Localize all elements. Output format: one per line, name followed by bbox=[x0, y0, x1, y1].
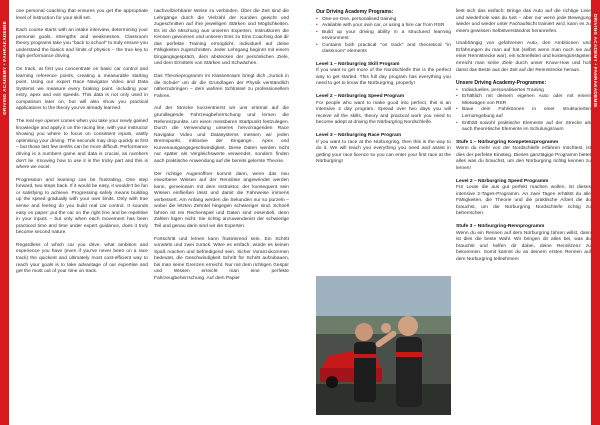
paragraph: liest sich das einfach: Bringe das Auto auf die richtige Linie und wiederhole was du tust – aber nur wenn jede Bewegung wieder und wieder unter Fachaufsicht trainiert wird, kann es zu einem gewissen Selbstverständnis heranreifen. bbox=[456, 9, 591, 34]
programme-heading: Unsere Driving Academy-Programme: bbox=[456, 80, 547, 87]
level-3-title: Level 3 – Nürburgring Race Program bbox=[316, 133, 402, 139]
side-tab-right-label: DRIVING ACADEMY • FAHRAKADEMIE bbox=[593, 14, 598, 108]
stufe-1-text: Wenn du mehr von der Nordschleife erfahren möchtest, ist dies der perfekte Einstieg. Dieses ganztägige Programm bietet alles was du brauchst, um den Nürburgring richtig kennen zu lernen! bbox=[456, 146, 591, 171]
level-1-title: Level 1 – Nürburgring Skill Program bbox=[316, 61, 400, 67]
stufe-2-text: Für Leute die aus gut perfekt machen wollen, ist dieses intensive 2-Tages-Programm. An zwei Tagen erhältst du alle Fähigkeiten, die Theorie und die praktische Arbeit die du brauchst, um die Nürburgring Nordschleife richtig zu beherrschen. bbox=[456, 185, 591, 217]
paragraph: nachvollziehbarer Weise zu verbinden. Über die Zeit sind die Lehrgänge durch die Vielzahl der Kunden geeicht und zugeschnitten auf ihre jeweiligen Stärken und Möglichkeiten. Es ist die Mischung aus unseren Experten, Instruktoren die Kennen gewonnen und unseren Eins zu Eins Coaching das dir das perfekte Training ermöglicht, individuell auf deine Fähigkeiten zugeschnitten. Jeder Lehrgang beginnt mit einem Eingangsgespräch, dem abstecken der persönlichen Ziele, und dem Ermitteln von Stärken und Schwächen. bbox=[154, 9, 289, 67]
paragraph: Fortschritt und lernen kann frustrierend sein. Ein Schritt vorwärts und zwei zurück. Wäre es einfach, würde es keinen Spaß machen und befriedigend sein. Sicher Voranzukommen bedeutet, die Geschwindigkeit Schritt für Schritt aufzubauen, bis man seine Grenzen erreicht. Nur mit dem richtigen Gespür und Wissen erreicht man eine perfekte Fahrzeugbeherrschung. Auf dem Papier bbox=[154, 236, 289, 281]
paragraph: Regardless of which car you drive, what ambition and experience you have (even if you’ve never been on a race track) the quickest and ultimately most cost-efficient way to reach your goals is to take advantage of our expertise and get the most out of your time on track. bbox=[16, 242, 148, 275]
list-item: • Erhältlich mit deinem eigenen Auto oder mit einem Mietwagen von RSR bbox=[456, 94, 591, 107]
list-item: • Contains both practical "on track" and theoretical "in classroom" elements bbox=[316, 43, 451, 56]
paragraph: one personal coaching that ensures you get the appropriate level of instruction for your skill set. bbox=[16, 9, 148, 21]
side-tab-left-label: DRIVING ACADEMY • FAHRAKADEMIE bbox=[2, 21, 7, 115]
list-item: • Available with your own car, or using a hire car from RSR bbox=[316, 23, 451, 30]
stufe-3-text: Wenn du ein Rennen auf dem Nürburgring fahren willst, dann ist dies die beste Wahl. Wir bringen dir alles bei, was du brauchst und helfen dir dabei, deine Rennlizenz zu bekommen. Somit kannst du an deinem ersten Rennen auf dem Nürburgring teilnehmen! bbox=[456, 230, 591, 262]
list-item: • Enthält sowohl praktische Elemente auf der Strecke als auch theoretische Elemente im Schulungsraum bbox=[456, 121, 591, 134]
paragraph: Progression and learning can be frustrating. One step forward, two steps back. If it would be easy, it wouldn’t be fun or satisfying to achieve. Progressing safely means building up the speed gradually with your own limits. Only with true sense and feeling do you build real car control. It sounds easy on paper: put the car on the right line and be repetitive in your inputs – but only when each movement has been practiced time and time under expert guidance, does it truly become second nature. bbox=[16, 177, 148, 236]
paragraph: Unabhängig von gefahrenen Auto, den Ambitionen und Erfahrungen du man auf hat (selbst wenn man noch nie auf einer Rennstrecke war), ein schnellsten und kostengünstigsten erreicht man seine Ziele durch unser Know-How und holt damit das Beste aus der Zeit auf der Rennstrecke heraus. bbox=[456, 41, 591, 73]
list-item: • One-on-One, personalised training bbox=[316, 17, 451, 24]
programme-list bbox=[456, 88, 591, 134]
list-item: • Build up your driving ability in a structured learning environment bbox=[316, 30, 451, 43]
level-2-text: For people who want to make good into perfect, this is an intensive 2 day program. Spread over two days you will receive all the skills, theory and practical work you need to become adept at driving the Nürburgring Nordschleife. bbox=[316, 100, 451, 126]
paragraph: Auf der Strecke konzentrierst wir uns erstmal auf die grundlegende Fahrzeugbeherrschung und lernen die Referenzpunkte, um einen messbaren Startpunkt festzulegen. Durch die Verwendung unseres hervorragenden Race Navigator Video und Datasystems messen wir jeden Bremspunkt, inklusive der Eingangs-, Apex und Kurvenausgangsgeschwindigkeit. Diese Daten werden nicht nur später als Vergleichswerte verwendet, sondern finden auch praktische Anwendung auf die bereits gelernte Theorie. bbox=[154, 106, 289, 164]
paragraph: Das Theorieprogramm im Klassenraum bringt dich „zurück in die Schule“ um dir die Grundlagen der Physik verständlich näherzubringen – dem wahren Schlüssel zu professionellem Fahren. bbox=[154, 74, 289, 99]
column-english-left bbox=[16, 9, 148, 282]
list-item: • Baue dein Fahrkönnen in einer strukturierten Lernumgebung auf bbox=[456, 107, 591, 120]
column-german-programs bbox=[456, 9, 591, 270]
paragraph: Der richtige Augenöffner kommt dann, wenn das neu erworbene Wissen auf der Rennlinie angewendet werden kann, gemeinsam mit dem Instruktor, der konsequent sein Wissen einfließen lässt und damit die Fahrweise immens verbessert. Am Anfang werden die Sekunden nur so purzeln – wobei die letzten Zehntel hingegen schwieriger sind. Schnell fahren ist ein Rechenspiel und Daten sind essentiell, denn Zahlen lügen nicht. Sie richtig anzuwendenist der schwierige Teil und genau darin sind wir die Experten. bbox=[154, 171, 289, 229]
column-german-left bbox=[154, 9, 289, 289]
level-1-text: If you want to get more of the Nordschleife this is the perfect way to get started. This full day program has everything you need to get to know the Nürburgring, properly! bbox=[316, 68, 451, 87]
side-tab-left bbox=[0, 0, 9, 425]
stufe-1-title: Stufe 1 – Nürburgring Kompetenzprogramm bbox=[456, 139, 559, 145]
photo-instructors-handshake bbox=[316, 276, 451, 415]
stufe-3-title: Stufe 3 – Nürburgring-Rennprogramm bbox=[456, 224, 545, 230]
column-english-programs bbox=[316, 9, 451, 172]
programs-list bbox=[316, 17, 451, 56]
paragraph: Each course starts with an intake interview, determining your personal goals, strengths and weaknesses. Classroom theory programs take you "back to school" to truly ensure you understand the basics and limits of physics – the true key to high performance driving. bbox=[16, 28, 148, 60]
paragraph: On track, at first you concentrate on basic car control and learning reference points, creating a measurable starting point. Using our expert Race Navigator Video and Data Systems we measure every braking point, including your entry, apex and exit speeds. This data is not only used in comparison later on, but will also show you practical applications to the theory you’ve already learned. bbox=[16, 67, 148, 112]
photo-illustration bbox=[316, 276, 451, 415]
stufe-2-title: Level 2 – Nürburgring Speed Programm bbox=[456, 178, 549, 184]
level-2-title: Level 2 – Nürburgring Speed Program bbox=[316, 94, 405, 100]
programs-heading: Our Driving Academy Programs: bbox=[316, 9, 394, 15]
side-tab-right bbox=[591, 0, 600, 425]
level-3-text: If you want to race at the Nürburgring, then this is the way to do it. We will teach you everything you need and assist in getting your race licence so you can enter your first race at the Nürburgring! bbox=[316, 139, 451, 165]
paragraph: The real eye opener comes when you take your newly gained knowledge and apply it on the racing line, with your instructor showing you where to focus on consistent inputs, vastly optimising your driving. The seconds may drop quickly at first – but those last few tenths can be more difficult. Performance driving is a numbers game and data is crucial, as numbers don’t lie. Knowing how to use it is the tricky part and this is where we excel. bbox=[16, 119, 148, 171]
list-item: • Individuelles, personalisiertes Training bbox=[456, 88, 591, 95]
